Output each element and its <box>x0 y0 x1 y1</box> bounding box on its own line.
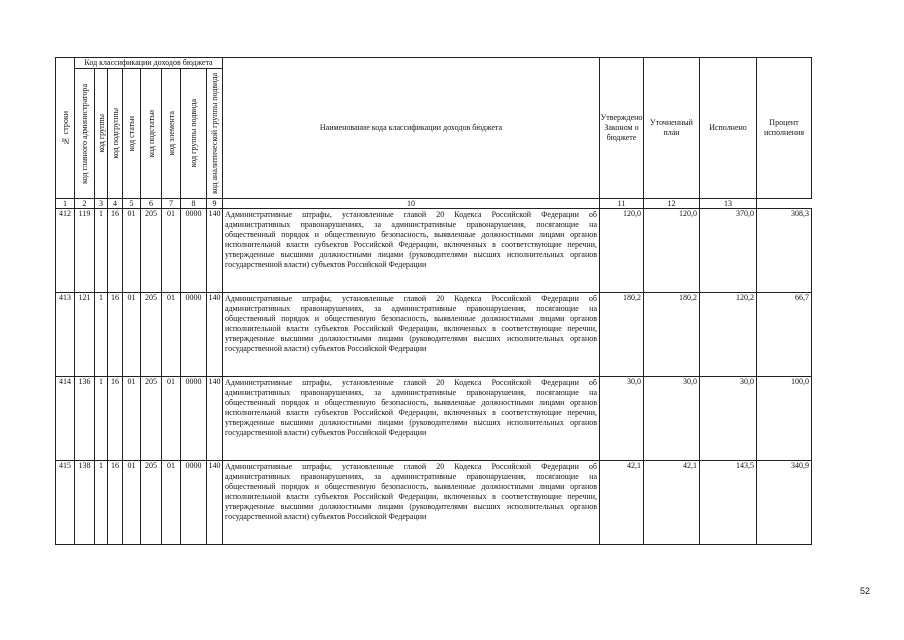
col-num: 6 <box>141 199 162 209</box>
cell-approved: 30,0 <box>600 377 644 461</box>
cell-row-no: 412 <box>56 209 75 293</box>
cell-subtype: 0000 <box>181 377 207 461</box>
col-num: 9 <box>207 199 223 209</box>
cell-article: 01 <box>123 209 141 293</box>
header-admin: код главного администратора <box>75 69 95 199</box>
col-num: 10 <box>223 199 600 209</box>
header-executed: Исполнено <box>700 58 757 199</box>
header-percent: Процент исполнения <box>757 58 812 199</box>
col-num: 3 <box>95 199 108 209</box>
header-subarticle: код подстатьи <box>141 69 162 199</box>
col-num: 7 <box>162 199 181 209</box>
cell-subtype: 0000 <box>181 209 207 293</box>
cell-admin: 138 <box>75 461 95 545</box>
cell-percent: 100,0 <box>757 377 812 461</box>
col-num: 4 <box>108 199 123 209</box>
header-subgroup: код подгруппы <box>108 69 123 199</box>
cell-subgroup: 16 <box>108 293 123 377</box>
budget-income-table <box>55 57 812 545</box>
table-row <box>56 377 812 461</box>
cell-name: Административные штрафы, установленные главой 20 Кодекса Российской Федерации об административных правонарушениях, за административные правонарушения, посягающие на общественный порядок и общественную безопасность, выявленные должностными лицами органов исполнительной власти субъектов Российской Федерации, включенных в соответствующие перечни, утвержденные высшими должностными лицами (руководителями высших исполнительных органов государственной власти) субъектов Российской Федерации <box>223 377 600 461</box>
cell-refined: 120,0 <box>644 209 700 293</box>
cell-executed: 30,0 <box>700 377 757 461</box>
col-num: 13 <box>700 199 757 209</box>
cell-refined: 42,1 <box>644 461 700 545</box>
cell-article: 01 <box>123 461 141 545</box>
header-code-group: Код классификации доходов бюджета <box>75 58 223 69</box>
cell-name: Административные штрафы, установленные главой 20 Кодекса Российской Федерации об административных правонарушениях, за административные правонарушения, посягающие на общественный порядок и общественную безопасность, выявленные должностными лицами органов исполнительной власти субъектов Российской Федерации, включенных в соответствующие перечни, утвержденные высшими должностными лицами (руководителями высших исполнительных органов государственной власти) субъектов Российской Федерации <box>223 293 600 377</box>
cell-refined: 30,0 <box>644 377 700 461</box>
cell-approved: 42,1 <box>600 461 644 545</box>
cell-percent: 308,3 <box>757 209 812 293</box>
cell-approved: 180,2 <box>600 293 644 377</box>
header-name: Наименование кода классификации доходов бюджета <box>223 58 600 199</box>
header-analytic-group: код аналитической группы подвида <box>207 69 223 199</box>
column-number-row <box>56 199 812 209</box>
cell-approved: 120,0 <box>600 209 644 293</box>
cell-element: 01 <box>162 209 181 293</box>
cell-analytic: 140 <box>207 461 223 545</box>
cell-group: 1 <box>95 461 108 545</box>
cell-subarticle: 205 <box>141 461 162 545</box>
cell-element: 01 <box>162 293 181 377</box>
cell-executed: 370,0 <box>700 209 757 293</box>
cell-group: 1 <box>95 377 108 461</box>
cell-admin: 119 <box>75 209 95 293</box>
table-row <box>56 461 812 545</box>
cell-subtype: 0000 <box>181 293 207 377</box>
cell-subgroup: 16 <box>108 461 123 545</box>
header-row-no: № строки <box>56 58 75 199</box>
cell-admin: 136 <box>75 377 95 461</box>
cell-executed: 120,2 <box>700 293 757 377</box>
header-article: код статьи <box>123 69 141 199</box>
cell-executed: 143,5 <box>700 461 757 545</box>
col-num: 1 <box>56 199 75 209</box>
table-row <box>56 209 812 293</box>
cell-element: 01 <box>162 377 181 461</box>
cell-group: 1 <box>95 209 108 293</box>
col-num: 11 <box>600 199 644 209</box>
cell-name: Административные штрафы, установленные главой 20 Кодекса Российской Федерации об административных правонарушениях, за административные правонарушения, посягающие на общественный порядок и общественную безопасность, выявленные должностными лицами органов исполнительной власти субъектов Российской Федерации, включенных в соответствующие перечни, утвержденные высшими должностными лицами (руководителями высших исполнительных органов государственной власти) субъектов Российской Федерации <box>223 461 600 545</box>
table-row <box>56 293 812 377</box>
header-subtype-group: код группы подвида <box>181 69 207 199</box>
cell-subarticle: 205 <box>141 209 162 293</box>
cell-percent: 66,7 <box>757 293 812 377</box>
cell-group: 1 <box>95 293 108 377</box>
col-num: 12 <box>644 199 700 209</box>
cell-name: Административные штрафы, установленные главой 20 Кодекса Российской Федерации об административных правонарушениях, за административные правонарушения, посягающие на общественный порядок и общественную безопасность, выявленные должностными лицами органов исполнительной власти субъектов Российской Федерации, включенных в соответствующие перечни, утвержденные высшими должностными лицами (руководителями высших исполнительных органов государственной власти) субъектов Российской Федерации <box>223 209 600 293</box>
cell-subtype: 0000 <box>181 461 207 545</box>
col-num: 2 <box>75 199 95 209</box>
cell-subarticle: 205 <box>141 377 162 461</box>
cell-analytic: 140 <box>207 293 223 377</box>
page-number: 52 <box>860 586 871 596</box>
cell-row-no: 415 <box>56 461 75 545</box>
cell-article: 01 <box>123 377 141 461</box>
cell-refined: 180,2 <box>644 293 700 377</box>
col-num: 8 <box>181 199 207 209</box>
cell-element: 01 <box>162 461 181 545</box>
cell-analytic: 140 <box>207 377 223 461</box>
header-group: код группы <box>95 69 108 199</box>
cell-subarticle: 205 <box>141 293 162 377</box>
header-approved: Утверждено Законом о бюджете <box>600 58 644 199</box>
cell-row-no: 413 <box>56 293 75 377</box>
cell-admin: 121 <box>75 293 95 377</box>
col-num: 5 <box>123 199 141 209</box>
header-element: код элемента <box>162 69 181 199</box>
cell-subgroup: 16 <box>108 377 123 461</box>
cell-subgroup: 16 <box>108 209 123 293</box>
cell-row-no: 414 <box>56 377 75 461</box>
cell-percent: 340,9 <box>757 461 812 545</box>
cell-analytic: 140 <box>207 209 223 293</box>
header-refined: Уточненный план <box>644 58 700 199</box>
cell-article: 01 <box>123 293 141 377</box>
